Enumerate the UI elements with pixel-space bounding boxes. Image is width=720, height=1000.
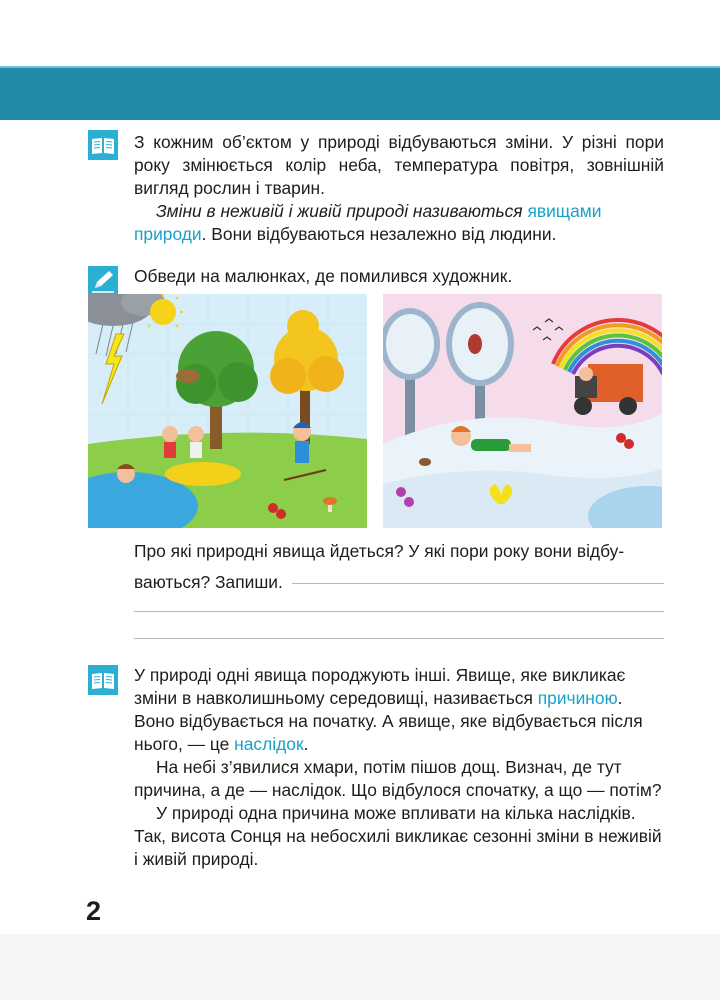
question-line-2: ваються? Запиши. (134, 572, 283, 592)
cause-effect-text (134, 664, 664, 871)
term-effect: наслідок (234, 734, 304, 754)
intro-paragraph-1: З кожним об’єктом у природі відбуваються зміни. У різні пори року змінюється колір неба, температура повітря, зовнішній вигляд рослин і тварин. (134, 132, 664, 198)
task-question (134, 540, 664, 594)
term-cause: причиною (537, 688, 618, 708)
ce-part-b: . Воно відбувається на початку. А явище, яке відбувається після нього, — це (134, 688, 643, 754)
intro-italic: Зміни в неживій і живій природі називаються (156, 201, 523, 221)
ce-part-a: У природі одні явища породжують інші. Явище, яке викликає зміни в навколишньому середовищі, називається (134, 665, 626, 708)
pencil-icon (88, 266, 118, 296)
task-instruction: Обведи на малюнках, де помилився художник. (134, 266, 513, 286)
answer-line-2[interactable] (134, 611, 664, 612)
book-icon (88, 130, 118, 160)
cause-effect-paragraph-3: У природі одна причина може впливати на кілька наслідків. Так, висота Сонця на небосхилі викликає сезонні зміни в неживій і живій природі. (134, 803, 662, 869)
summer-picture (88, 294, 367, 528)
question-line-1: Про які природні явища йдеться? У які пори року вони відбу- (134, 541, 625, 561)
intro-rest: . Вони відбуваються незалежно від людини. (201, 224, 557, 244)
cause-effect-paragraph-2: На небі з’явилися хмари, потім пішов дощ. Визнач, де тут причина, а де — наслідок. Що відбулося спочатку, а що — потім? (134, 757, 662, 800)
header-band (0, 66, 720, 120)
answer-line-1[interactable] (292, 583, 664, 584)
winter-picture (383, 294, 662, 528)
ce-part-c: . (303, 734, 309, 754)
intro-text (134, 131, 664, 246)
book-icon (88, 665, 118, 695)
page-number: 2 (86, 896, 102, 926)
cause-effect-paragraph-1 (134, 664, 664, 756)
term-phenomena: явищами природи (134, 201, 602, 244)
intro-paragraph-2 (134, 200, 664, 246)
answer-line-3[interactable] (134, 638, 664, 639)
